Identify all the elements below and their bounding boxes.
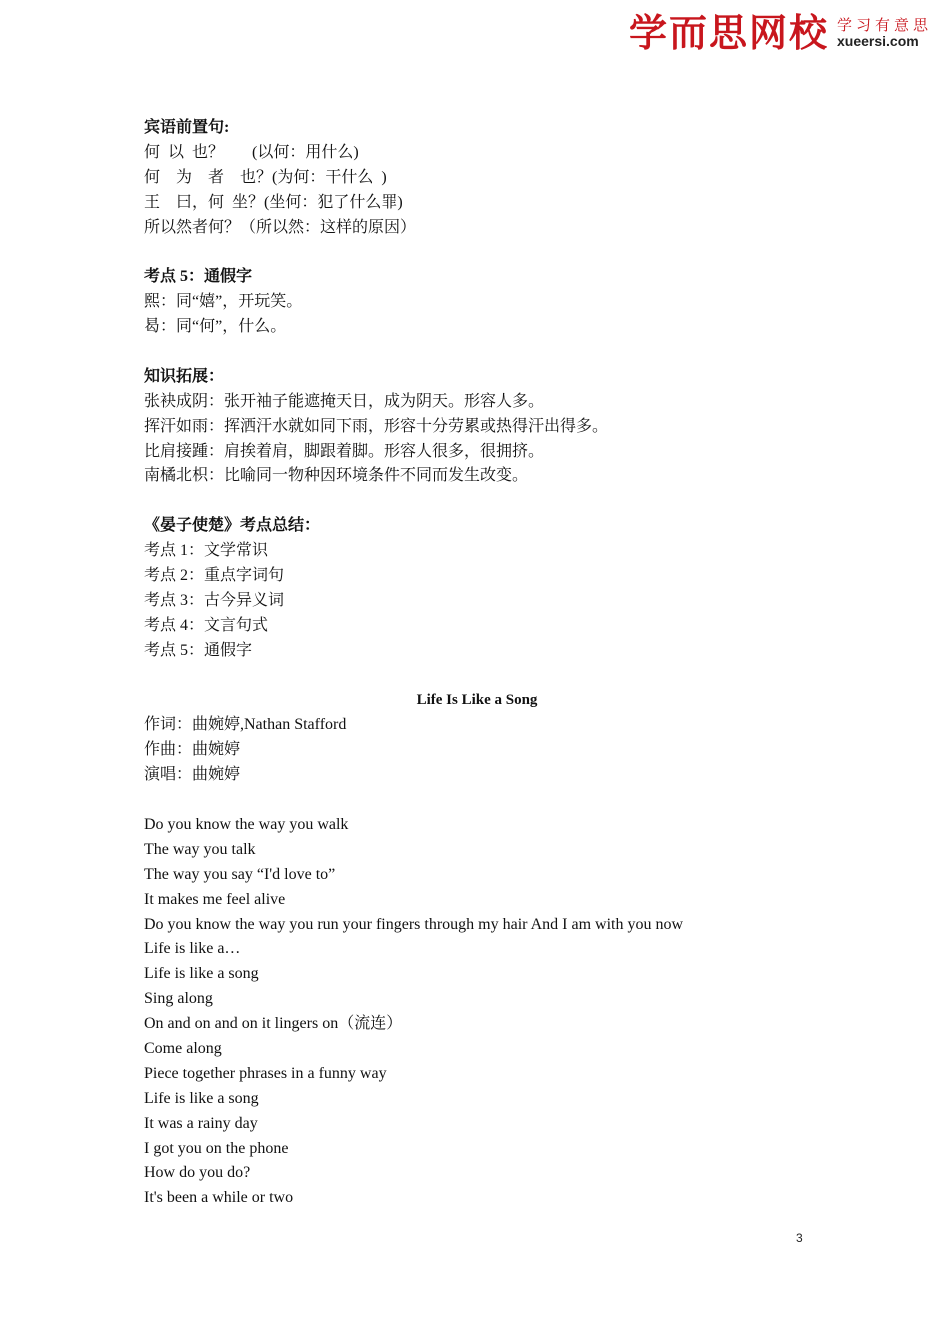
- text-line: 熙：同“嬉”，开玩笑。: [144, 293, 303, 311]
- spacer: [144, 664, 824, 689]
- document-body: [144, 116, 824, 1211]
- lyric-line: Life is like a song: [144, 965, 259, 983]
- logo-url: xueersi.com: [836, 32, 919, 49]
- heading-point5: 考点 5：通假字: [144, 268, 253, 286]
- lyric-line: Come along: [144, 1039, 222, 1057]
- spacer: [144, 788, 824, 813]
- lyric-line: Life is like a song: [144, 1089, 259, 1107]
- logo-slogan: 学习有意思: [836, 16, 932, 35]
- text-line: 考点 4：文言句式: [144, 616, 269, 634]
- text-line: 考点 3：古今异义词: [144, 591, 285, 609]
- lyric-line: It makes me feel alive: [144, 890, 286, 908]
- spacer: [144, 489, 824, 514]
- song-credit: 作曲：曲婉婷: [144, 741, 241, 759]
- logo-main-text: 学而思网校: [628, 11, 829, 55]
- text-line: 张袂成阴：张开袖子能遮掩天日，成为阴天。形容人多。: [144, 392, 545, 410]
- lyric-line: The way you talk: [144, 840, 256, 858]
- text-line: 曷：同“何”，什么。: [144, 318, 287, 336]
- text-line: 比肩接踵：肩挨着肩，脚跟着脚。形容人很多，很拥挤。: [144, 442, 545, 460]
- song-title: Life Is Like a Song: [416, 692, 538, 709]
- text-line: 所以然者何？（所以然：这样的原因）: [144, 218, 417, 236]
- text-line: 考点 2：重点字词句: [144, 567, 285, 585]
- page-number: 3: [796, 1231, 803, 1245]
- heading-extension: 知识拓展：: [144, 367, 225, 385]
- brand-logo: [628, 11, 932, 55]
- lyric-line: Sing along: [144, 990, 213, 1008]
- lyric-line: Do you know the way you run your fingers through my hair And I am with you now: [144, 915, 684, 933]
- spacer: [144, 240, 824, 265]
- song-credit: 演唱：曲婉婷: [144, 766, 241, 784]
- lyric-line: How do you do?: [144, 1164, 251, 1182]
- heading-object-preposing: 宾语前置句:: [144, 119, 230, 136]
- text-line: 考点 5：通假字: [144, 641, 253, 659]
- spacer: [144, 340, 824, 365]
- lyric-line: I got you on the phone: [144, 1139, 289, 1157]
- text-line: 考点 1：文学常识: [144, 542, 269, 560]
- text-line: 王 曰，何 坐？(坐何：犯了什么罪): [144, 193, 403, 211]
- logo-side: [837, 17, 932, 49]
- text-line: 何 以 也？ (以何：用什么): [144, 143, 359, 161]
- lyric-line: It was a rainy day: [144, 1114, 258, 1132]
- lyric-line: Do you know the way you walk: [144, 815, 349, 833]
- lyric-line: On and on and on it lingers on（流连）: [144, 1015, 403, 1033]
- text-line: 南橘北枳：比喻同一物种因环境条件不同而发生改变。: [144, 467, 529, 485]
- heading-summary: 《晏子使楚》考点总结：: [144, 517, 321, 535]
- song-credit: 作词：曲婉婷,Nathan Stafford: [144, 716, 347, 734]
- lyric-line: Life is like a…: [144, 940, 241, 958]
- lyric-line: The way you say “I'd love to”: [144, 865, 336, 883]
- lyric-line: Piece together phrases in a funny way: [144, 1064, 387, 1082]
- text-line: 挥汗如雨：挥洒汗水就如同下雨，形容十分劳累或热得汗出得多。: [144, 417, 609, 435]
- text-line: 何 为 者 也？(为何：干什么 ): [144, 168, 387, 186]
- lyric-line: It's been a while or two: [144, 1189, 294, 1207]
